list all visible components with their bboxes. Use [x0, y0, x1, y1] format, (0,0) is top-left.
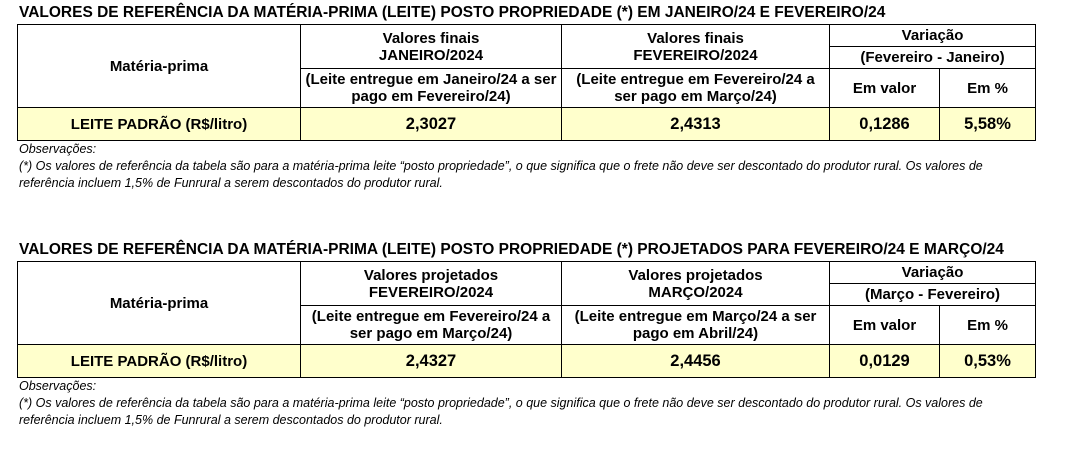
header-em-valor: Em valor — [830, 69, 940, 108]
reference-table — [17, 24, 1036, 141]
value-col1: 2,4327 — [301, 345, 562, 378]
header-materia-prima: Matéria-prima — [18, 25, 301, 108]
header-materia-prima: Matéria-prima — [18, 262, 301, 345]
header-col1-line2: FEVEREIRO/2024 — [368, 283, 494, 301]
header-col2-note: (Leite entregue em Março/24 a ser pago em Abril/24) — [562, 306, 830, 345]
obs-label: Observações: — [19, 142, 97, 156]
table-row — [18, 345, 1036, 378]
table-row — [18, 108, 1036, 141]
section-janeiro-fevereiro — [17, 4, 1035, 192]
value-col1: 2,3027 — [301, 108, 562, 141]
obs-text: (*) Os valores de referência da tabela são para a matéria-prima leite “posto propriedade”, o que significa que o frete não deve ser descontado do produtor rural. Os valores de referência incluem 1,5% de Funrural a serem descontados do produtor rural. — [19, 396, 983, 427]
section-title: VALORES DE REFERÊNCIA DA MATÉRIA-PRIMA (LEITE) POSTO PROPRIEDADE (*) EM JANEIRO/24 E FEVEREIRO/24 — [19, 4, 886, 21]
header-variacao-sub: (Março - Fevereiro) — [830, 284, 1036, 306]
value-col2: 2,4313 — [562, 108, 830, 141]
header-col1-note: (Leite entregue em Fevereiro/24 a ser pago em Março/24) — [301, 306, 562, 345]
header-col2-line2: FEVEREIRO/2024 — [633, 46, 758, 64]
obs-label: Observações: — [19, 379, 97, 393]
header-variacao: Variação — [830, 262, 1036, 284]
obs-text: (*) Os valores de referência da tabela são para a matéria-prima leite “posto propriedade”, o que significa que o frete não deve ser descontado do produtor rural. Os valores de referência incluem 1,5% de Funrural a serem descontados do produtor rural. — [19, 159, 983, 190]
header-col2 — [562, 25, 830, 69]
value-diff: 0,0129 — [830, 345, 940, 378]
value-diff: 0,1286 — [830, 108, 940, 141]
observacoes — [19, 141, 1029, 192]
header-col1-note: (Leite entregue em Janeiro/24 a ser pago em Fevereiro/24) — [301, 69, 562, 108]
section-fevereiro-marco — [17, 241, 1035, 429]
header-variacao: Variação — [830, 25, 1036, 47]
header-em-pct: Em % — [940, 306, 1036, 345]
value-col2: 2,4456 — [562, 345, 830, 378]
header-col1-line2: JANEIRO/2024 — [378, 46, 484, 64]
row-label: LEITE PADRÃO (R$/litro) — [18, 108, 301, 141]
row-label: LEITE PADRÃO (R$/litro) — [18, 345, 301, 378]
header-col2-note: (Leite entregue em Fevereiro/24 a ser pago em Março/24) — [562, 69, 830, 108]
header-em-pct: Em % — [940, 69, 1036, 108]
header-col2-line2: MARÇO/2024 — [648, 283, 743, 301]
header-col2-line1: Valores finais — [647, 29, 744, 47]
value-pct: 0,53% — [940, 345, 1036, 378]
header-col2-line1: Valores projetados — [628, 266, 763, 284]
observacoes — [19, 378, 1029, 429]
header-col1-line1: Valores finais — [382, 29, 480, 47]
value-pct: 5,58% — [940, 108, 1036, 141]
header-col2 — [562, 262, 830, 306]
header-col1-line1: Valores projetados — [363, 266, 499, 284]
header-col1 — [301, 25, 562, 69]
section-title: VALORES DE REFERÊNCIA DA MATÉRIA-PRIMA (LEITE) POSTO PROPRIEDADE (*) PROJETADOS PARA FEVEREIRO/24 E MARÇO/24 — [19, 241, 1004, 258]
header-col1 — [301, 262, 562, 306]
reference-table — [17, 261, 1036, 378]
header-em-valor: Em valor — [830, 306, 940, 345]
header-variacao-sub: (Fevereiro - Janeiro) — [830, 47, 1036, 69]
